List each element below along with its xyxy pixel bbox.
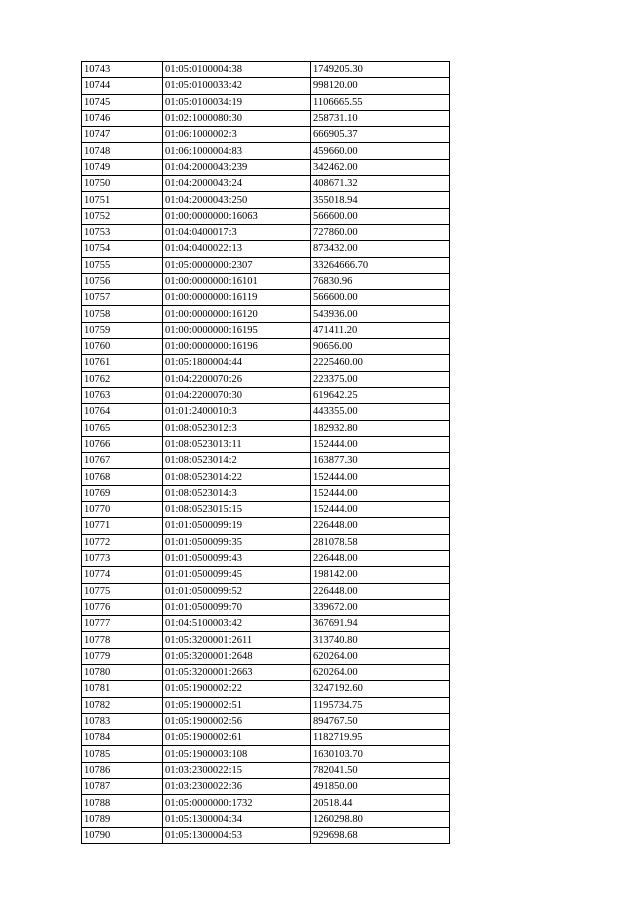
row-number-cell: 10786 [82, 762, 163, 778]
row-number-cell: 10767 [82, 453, 163, 469]
row-number-cell: 10754 [82, 241, 163, 257]
cadastral-number-cell: 01:05:3200001:2663 [163, 664, 311, 680]
table-row [82, 257, 450, 273]
amount-cell: 355018.94 [311, 192, 450, 208]
cadastral-number-cell: 01:00:0000000:16196 [163, 339, 311, 355]
row-number-cell: 10746 [82, 110, 163, 126]
amount-cell: 1749205.30 [311, 62, 450, 78]
cadastral-number-cell: 01:04:2200070:30 [163, 387, 311, 403]
table-row [82, 746, 450, 762]
cadastral-number-cell: 01:05:0000000:2307 [163, 257, 311, 273]
table-row [82, 306, 450, 322]
row-number-cell: 10777 [82, 616, 163, 632]
table-body [82, 62, 450, 844]
row-number-cell: 10768 [82, 469, 163, 485]
data-table [81, 61, 450, 844]
table-row [82, 192, 450, 208]
row-number-cell: 10785 [82, 746, 163, 762]
amount-cell: 223375.00 [311, 371, 450, 387]
table-row [82, 127, 450, 143]
table-row [82, 550, 450, 566]
table-row [82, 208, 450, 224]
row-number-cell: 10790 [82, 827, 163, 843]
table-row [82, 404, 450, 420]
cadastral-number-cell: 01:02:1000080:30 [163, 110, 311, 126]
table-row [82, 616, 450, 632]
amount-cell: 727860.00 [311, 224, 450, 240]
amount-cell: 281078.58 [311, 534, 450, 550]
row-number-cell: 10760 [82, 339, 163, 355]
cadastral-number-cell: 01:04:2000043:250 [163, 192, 311, 208]
amount-cell: 342462.00 [311, 159, 450, 175]
cadastral-number-cell: 01:05:0100033:42 [163, 78, 311, 94]
row-number-cell: 10750 [82, 176, 163, 192]
table-row [82, 502, 450, 518]
amount-cell: 782041.50 [311, 762, 450, 778]
table-row [82, 322, 450, 338]
row-number-cell: 10759 [82, 322, 163, 338]
amount-cell: 620264.00 [311, 648, 450, 664]
table-row [82, 648, 450, 664]
row-number-cell: 10784 [82, 730, 163, 746]
amount-cell: 90656.00 [311, 339, 450, 355]
cadastral-number-cell: 01:04:2000043:24 [163, 176, 311, 192]
row-number-cell: 10764 [82, 404, 163, 420]
cadastral-number-cell: 01:01:2400010:3 [163, 404, 311, 420]
cadastral-number-cell: 01:01:0500099:45 [163, 567, 311, 583]
table-row [82, 664, 450, 680]
amount-cell: 1106665.55 [311, 94, 450, 110]
row-number-cell: 10770 [82, 502, 163, 518]
amount-cell: 152444.00 [311, 436, 450, 452]
row-number-cell: 10753 [82, 224, 163, 240]
table-row [82, 762, 450, 778]
cadastral-number-cell: 01:08:0523014:3 [163, 485, 311, 501]
row-number-cell: 10745 [82, 94, 163, 110]
table-row [82, 387, 450, 403]
cadastral-number-cell: 01:01:0500099:35 [163, 534, 311, 550]
table-row [82, 599, 450, 615]
amount-cell: 666905.37 [311, 127, 450, 143]
cadastral-number-cell: 01:00:0000000:16101 [163, 273, 311, 289]
row-number-cell: 10779 [82, 648, 163, 664]
amount-cell: 929698.68 [311, 827, 450, 843]
amount-cell: 471411.20 [311, 322, 450, 338]
amount-cell: 1630103.70 [311, 746, 450, 762]
row-number-cell: 10774 [82, 567, 163, 583]
table-row [82, 730, 450, 746]
cadastral-number-cell: 01:05:3200001:2648 [163, 648, 311, 664]
amount-cell: 543936.00 [311, 306, 450, 322]
cadastral-number-cell: 01:05:1900002:56 [163, 713, 311, 729]
amount-cell: 566600.00 [311, 290, 450, 306]
row-number-cell: 10748 [82, 143, 163, 159]
cadastral-number-cell: 01:05:1900002:22 [163, 681, 311, 697]
amount-cell: 313740.80 [311, 632, 450, 648]
amount-cell: 619642.25 [311, 387, 450, 403]
cadastral-number-cell: 01:04:0400017:3 [163, 224, 311, 240]
amount-cell: 198142.00 [311, 567, 450, 583]
amount-cell: 1260298.80 [311, 811, 450, 827]
table-row [82, 518, 450, 534]
row-number-cell: 10780 [82, 664, 163, 680]
amount-cell: 491850.00 [311, 779, 450, 795]
table-row [82, 94, 450, 110]
table-row [82, 795, 450, 811]
table-row [82, 583, 450, 599]
row-number-cell: 10766 [82, 436, 163, 452]
table-row [82, 681, 450, 697]
cadastral-number-cell: 01:05:1300004:53 [163, 827, 311, 843]
row-number-cell: 10781 [82, 681, 163, 697]
cadastral-number-cell: 01:05:3200001:2611 [163, 632, 311, 648]
amount-cell: 873432.00 [311, 241, 450, 257]
table-row [82, 290, 450, 306]
cadastral-number-cell: 01:00:0000000:16195 [163, 322, 311, 338]
row-number-cell: 10772 [82, 534, 163, 550]
cadastral-number-cell: 01:01:0500099:43 [163, 550, 311, 566]
amount-cell: 367691.94 [311, 616, 450, 632]
table-row [82, 827, 450, 843]
table-row [82, 371, 450, 387]
cadastral-number-cell: 01:00:0000000:16119 [163, 290, 311, 306]
amount-cell: 408671.32 [311, 176, 450, 192]
amount-cell: 182932.80 [311, 420, 450, 436]
amount-cell: 152444.00 [311, 469, 450, 485]
row-number-cell: 10782 [82, 697, 163, 713]
table-row [82, 355, 450, 371]
row-number-cell: 10761 [82, 355, 163, 371]
cadastral-number-cell: 01:04:2000043:239 [163, 159, 311, 175]
table-row [82, 534, 450, 550]
row-number-cell: 10757 [82, 290, 163, 306]
cadastral-number-cell: 01:08:0523013:11 [163, 436, 311, 452]
table-row [82, 713, 450, 729]
row-number-cell: 10788 [82, 795, 163, 811]
amount-cell: 1195734.75 [311, 697, 450, 713]
row-number-cell: 10749 [82, 159, 163, 175]
table-row [82, 567, 450, 583]
table-row [82, 241, 450, 257]
cadastral-number-cell: 01:06:1000002:3 [163, 127, 311, 143]
amount-cell: 152444.00 [311, 502, 450, 518]
row-number-cell: 10762 [82, 371, 163, 387]
cadastral-number-cell: 01:04:5100003:42 [163, 616, 311, 632]
table-row [82, 632, 450, 648]
row-number-cell: 10756 [82, 273, 163, 289]
amount-cell: 620264.00 [311, 664, 450, 680]
cadastral-number-cell: 01:01:0500099:70 [163, 599, 311, 615]
table-row [82, 485, 450, 501]
amount-cell: 998120.00 [311, 78, 450, 94]
amount-cell: 20518.44 [311, 795, 450, 811]
row-number-cell: 10743 [82, 62, 163, 78]
cadastral-number-cell: 01:08:0523014:2 [163, 453, 311, 469]
amount-cell: 3247192.60 [311, 681, 450, 697]
cadastral-number-cell: 01:05:0100034:19 [163, 94, 311, 110]
cadastral-number-cell: 01:00:0000000:16063 [163, 208, 311, 224]
table-row [82, 436, 450, 452]
cadastral-number-cell: 01:04:0400022:13 [163, 241, 311, 257]
row-number-cell: 10755 [82, 257, 163, 273]
amount-cell: 163877.30 [311, 453, 450, 469]
table-row [82, 697, 450, 713]
amount-cell: 339672.00 [311, 599, 450, 615]
table-row [82, 62, 450, 78]
row-number-cell: 10763 [82, 387, 163, 403]
amount-cell: 2225460.00 [311, 355, 450, 371]
cadastral-number-cell: 01:01:0500099:52 [163, 583, 311, 599]
amount-cell: 226448.00 [311, 550, 450, 566]
cadastral-number-cell: 01:06:1000004:83 [163, 143, 311, 159]
cadastral-number-cell: 01:05:1800004:44 [163, 355, 311, 371]
row-number-cell: 10776 [82, 599, 163, 615]
row-number-cell: 10747 [82, 127, 163, 143]
table-row [82, 469, 450, 485]
row-number-cell: 10765 [82, 420, 163, 436]
table-row [82, 339, 450, 355]
cadastral-number-cell: 01:05:0100004:38 [163, 62, 311, 78]
cadastral-number-cell: 01:01:0500099:19 [163, 518, 311, 534]
cadastral-number-cell: 01:05:1900003:108 [163, 746, 311, 762]
cadastral-number-cell: 01:05:0000000:1732 [163, 795, 311, 811]
amount-cell: 459660.00 [311, 143, 450, 159]
row-number-cell: 10752 [82, 208, 163, 224]
row-number-cell: 10744 [82, 78, 163, 94]
amount-cell: 894767.50 [311, 713, 450, 729]
row-number-cell: 10758 [82, 306, 163, 322]
row-number-cell: 10787 [82, 779, 163, 795]
table-row [82, 224, 450, 240]
row-number-cell: 10789 [82, 811, 163, 827]
cadastral-number-cell: 01:05:1900002:51 [163, 697, 311, 713]
cadastral-number-cell: 01:03:2300022:15 [163, 762, 311, 778]
amount-cell: 76830.96 [311, 273, 450, 289]
row-number-cell: 10769 [82, 485, 163, 501]
table-row [82, 811, 450, 827]
row-number-cell: 10778 [82, 632, 163, 648]
table-row [82, 159, 450, 175]
amount-cell: 226448.00 [311, 583, 450, 599]
cadastral-number-cell: 01:04:2200070:26 [163, 371, 311, 387]
row-number-cell: 10773 [82, 550, 163, 566]
table-row [82, 273, 450, 289]
row-number-cell: 10783 [82, 713, 163, 729]
table-row [82, 110, 450, 126]
amount-cell: 152444.00 [311, 485, 450, 501]
amount-cell: 258731.10 [311, 110, 450, 126]
cadastral-number-cell: 01:08:0523012:3 [163, 420, 311, 436]
cadastral-number-cell: 01:08:0523015:15 [163, 502, 311, 518]
cadastral-number-cell: 01:05:1900002:61 [163, 730, 311, 746]
cadastral-number-cell: 01:03:2300022:36 [163, 779, 311, 795]
table-row [82, 176, 450, 192]
cadastral-number-cell: 01:05:1300004:34 [163, 811, 311, 827]
row-number-cell: 10775 [82, 583, 163, 599]
table-row [82, 453, 450, 469]
table-row [82, 78, 450, 94]
amount-cell: 443355.00 [311, 404, 450, 420]
cadastral-number-cell: 01:00:0000000:16120 [163, 306, 311, 322]
amount-cell: 33264666.70 [311, 257, 450, 273]
row-number-cell: 10771 [82, 518, 163, 534]
amount-cell: 1182719.95 [311, 730, 450, 746]
amount-cell: 566600.00 [311, 208, 450, 224]
table-row [82, 420, 450, 436]
amount-cell: 226448.00 [311, 518, 450, 534]
table-row [82, 143, 450, 159]
table-row [82, 779, 450, 795]
row-number-cell: 10751 [82, 192, 163, 208]
cadastral-number-cell: 01:08:0523014:22 [163, 469, 311, 485]
